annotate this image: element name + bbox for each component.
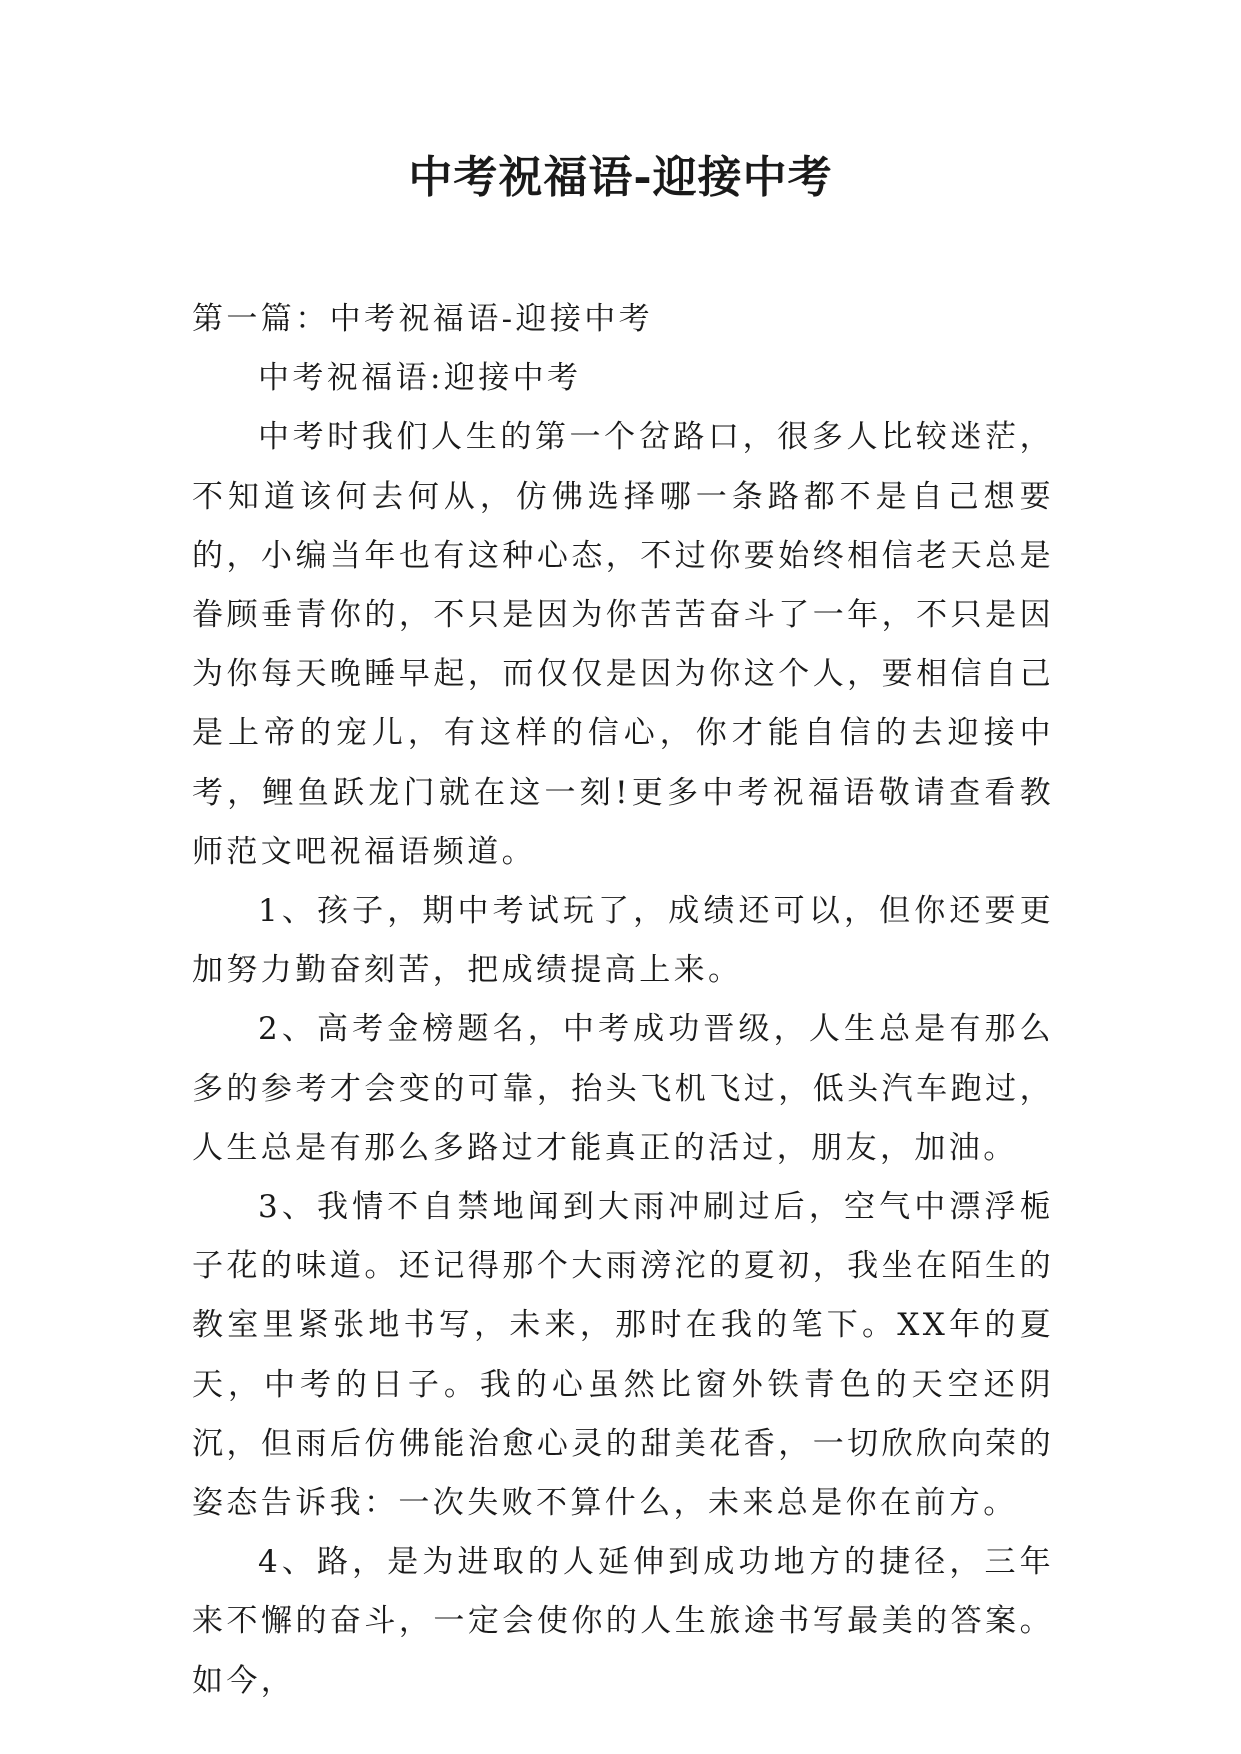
document-body xyxy=(192,290,1054,1711)
section-heading: 第一篇：中考祝福语-迎接中考 xyxy=(192,301,654,337)
paragraph-item-3: 3、我情不自禁地闻到大雨冲刷过后，空气中漂浮栀子花的味道。还记得那个大雨滂沱的夏初，我坐在陌生的教室里紧张地书写，未来，那时在我的笔下。XX年的夏天，中考的日子。我的心虽然比窗外铁青色的天空还阴沉，但雨后仿佛能治愈心灵的甜美花香，一切欣欣向荣的姿态告诉我：一次失败不算什么，未来总是你在前方。 xyxy=(192,1189,1054,1522)
paragraph-item-2: 2、高考金榜题名，中考成功晋级，人生总是有那么多的参考才会变的可靠，抬头飞机飞过，低头汽车跑过，人生总是有那么多路过才能真正的活过，朋友，加油。 xyxy=(192,1011,1054,1166)
document-title: 中考祝福语-迎接中考 xyxy=(408,152,833,203)
paragraph-item-4: 4、路，是为进取的人延伸到成功地方的捷径，三年来不懈的奋斗，一定会使你的人生旅途书写最美的答案。如今， xyxy=(192,1544,1054,1699)
paragraph-item-1: 1、孩子，期中考试玩了，成绩还可以，但你还要更加努力勤奋刻苦，把成绩提高上来。 xyxy=(192,893,1054,989)
section-subheading: 中考祝福语:迎接中考 xyxy=(258,360,582,397)
paragraph-intro: 中考时我们人生的第一个岔路口，很多人比较迷茫，不知道该何去何从，仿佛选择哪一条路都不是自己想要的，小编当年也有这种心态，不过你要始终相信老天总是眷顾垂青你的，不只是因为你苦苦奋斗了一年，不只是因为你每天晚睡早起，而仅仅是因为你这个人，要相信自己是上帝的宠儿，有这样的信心，你才能自信的去迎接中考，鲤鱼跃龙门就在这一刻!更多中考祝福语敬请查看教师范文吧祝福语频道。 xyxy=(192,419,1054,870)
